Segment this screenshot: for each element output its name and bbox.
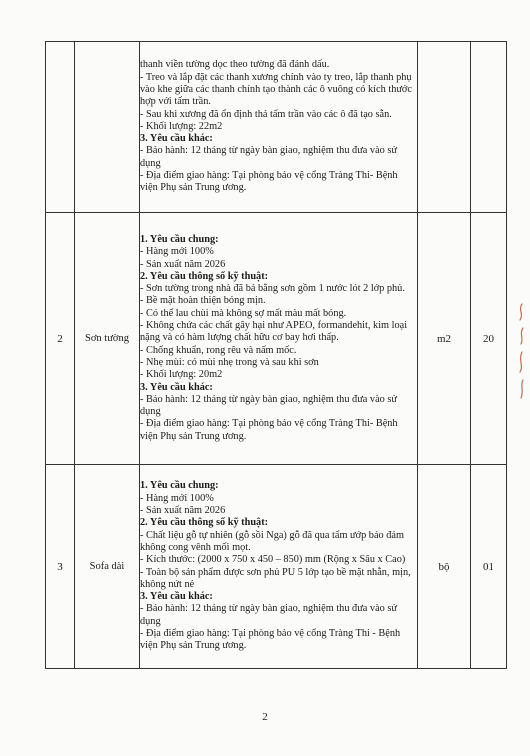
section-heading: 1. Yêu cầu chung: [140,480,219,492]
description-line: - Không chứa các chất gây hại như APEO, formandehit, kim loại nặng và có hàm lượng chất hữu cơ bay hơi thấp. [140,320,408,344]
margin-handwriting-mark [508,300,528,410]
quantity-cell [471,42,507,213]
section-heading: 3. Yêu cầu khác: [140,381,213,393]
table-row [46,465,507,669]
item-name-cell: Sơn tường [75,213,140,465]
description-line: - Treo và lắp đặt các thanh xương chính vào ty treo, lắp thanh phụ vào khe giữa các thanh chính tạo thành các ô vuông có kích thước hợp với tấm trần. [140,71,412,108]
description-line: - Địa điểm giao hàng: Tại phòng bảo vệ cổng Tràng Thi- Bệnh viện Phụ sản Trung ương. [140,170,398,194]
description-line: - Địa điểm giao hàng: Tại phòng bảo vệ cổng Tràng Thi- Bệnh viện Phụ sản Trung ương. [140,418,398,442]
description-line: - Có thể lau chùi mà không sợ mất màu mất bóng. [140,307,347,319]
description-line: - Toàn bộ sản phẩm được sơn phủ PU 5 lớp tạo bề mặt nhẵn, mịn, không nứt nẻ [140,566,411,590]
page-number: 2 [262,711,268,723]
item-name-cell: Sofa dài [75,465,140,669]
row-number-cell: 3 [46,465,75,669]
description-line: - Nhẹ mùi: có mùi nhẹ trong và sau khi sơn [140,356,319,368]
description-line: - Sản xuất năm 2026 [140,505,226,517]
unit-cell: bộ [418,465,471,669]
description-line: - Sơn tường trong nhà đã bả bằng sơn gồm 1 nước lót 2 lớp phủ. [140,283,405,295]
specification-table [45,41,507,669]
description-line: - Sản xuất năm 2026 [140,258,226,270]
description-line: - Chống khuẩn, rong rêu và nấm mốc. [140,344,297,356]
section-heading: 3. Yêu cầu khác: [140,591,213,603]
description-line: - Bảo hành: 12 tháng từ ngày bàn giao, nghiệm thu đưa vào sử dụng [140,603,397,627]
row-number-cell [46,42,75,213]
section-heading: 3. Yêu cầu khác: [140,133,213,145]
description-line: - Kích thước: (2000 x 750 x 450 – 850) mm (Rộng x Sâu x Cao) [140,554,406,566]
section-heading: 2. Yêu cầu thông số kỹ thuật: [140,517,269,529]
description-line: - Hàng mới 100% [140,492,214,504]
table-row [46,213,507,465]
description-line: - Bề mặt hoàn thiện bóng mịn. [140,295,266,307]
table-row [46,42,507,213]
description-line: - Sau khi xương đã ổn định thả tấm trần vào các ô đã tạo sẵn. [140,108,392,120]
description-line: - Địa điểm giao hàng: Tại phòng bảo vệ cổng Tràng Thi - Bệnh viện Phụ sản Trung ương. [140,627,401,652]
description-line: - Khối lượng: 22m2 [140,120,223,132]
section-heading: 2. Yêu cầu thông số kỹ thuật: [140,270,269,282]
item-description-cell [140,42,418,213]
row-number-cell: 2 [46,213,75,465]
description-line: thanh viền tường dọc theo tường đã đánh dấu. [140,59,330,71]
description-line: - Hàng mới 100% [140,246,214,258]
item-description-cell [140,465,418,669]
description-line: - Chất liệu gỗ tự nhiên (gỗ sồi Nga) gỗ đã qua tẩm ướp bảo đảm không cong vênh mối mọt. [140,529,404,553]
description-line: - Khối lượng: 20m2 [140,369,223,381]
description-line: - Bảo hành: 12 tháng từ ngày bàn giao, nghiệm thu đưa vào sử dụng [140,393,397,418]
item-name-cell [75,42,140,213]
item-description-cell [140,213,418,465]
quantity-cell: 20 [471,213,507,465]
specification-table-body [46,42,507,669]
section-heading: 1. Yêu cầu chung: [140,233,219,245]
description-line: - Bảo hành: 12 tháng từ ngày bàn giao, nghiệm thu đưa vào sử dụng [140,145,397,169]
unit-cell [418,42,471,213]
quantity-cell: 01 [471,465,507,669]
unit-cell: m2 [418,213,471,465]
